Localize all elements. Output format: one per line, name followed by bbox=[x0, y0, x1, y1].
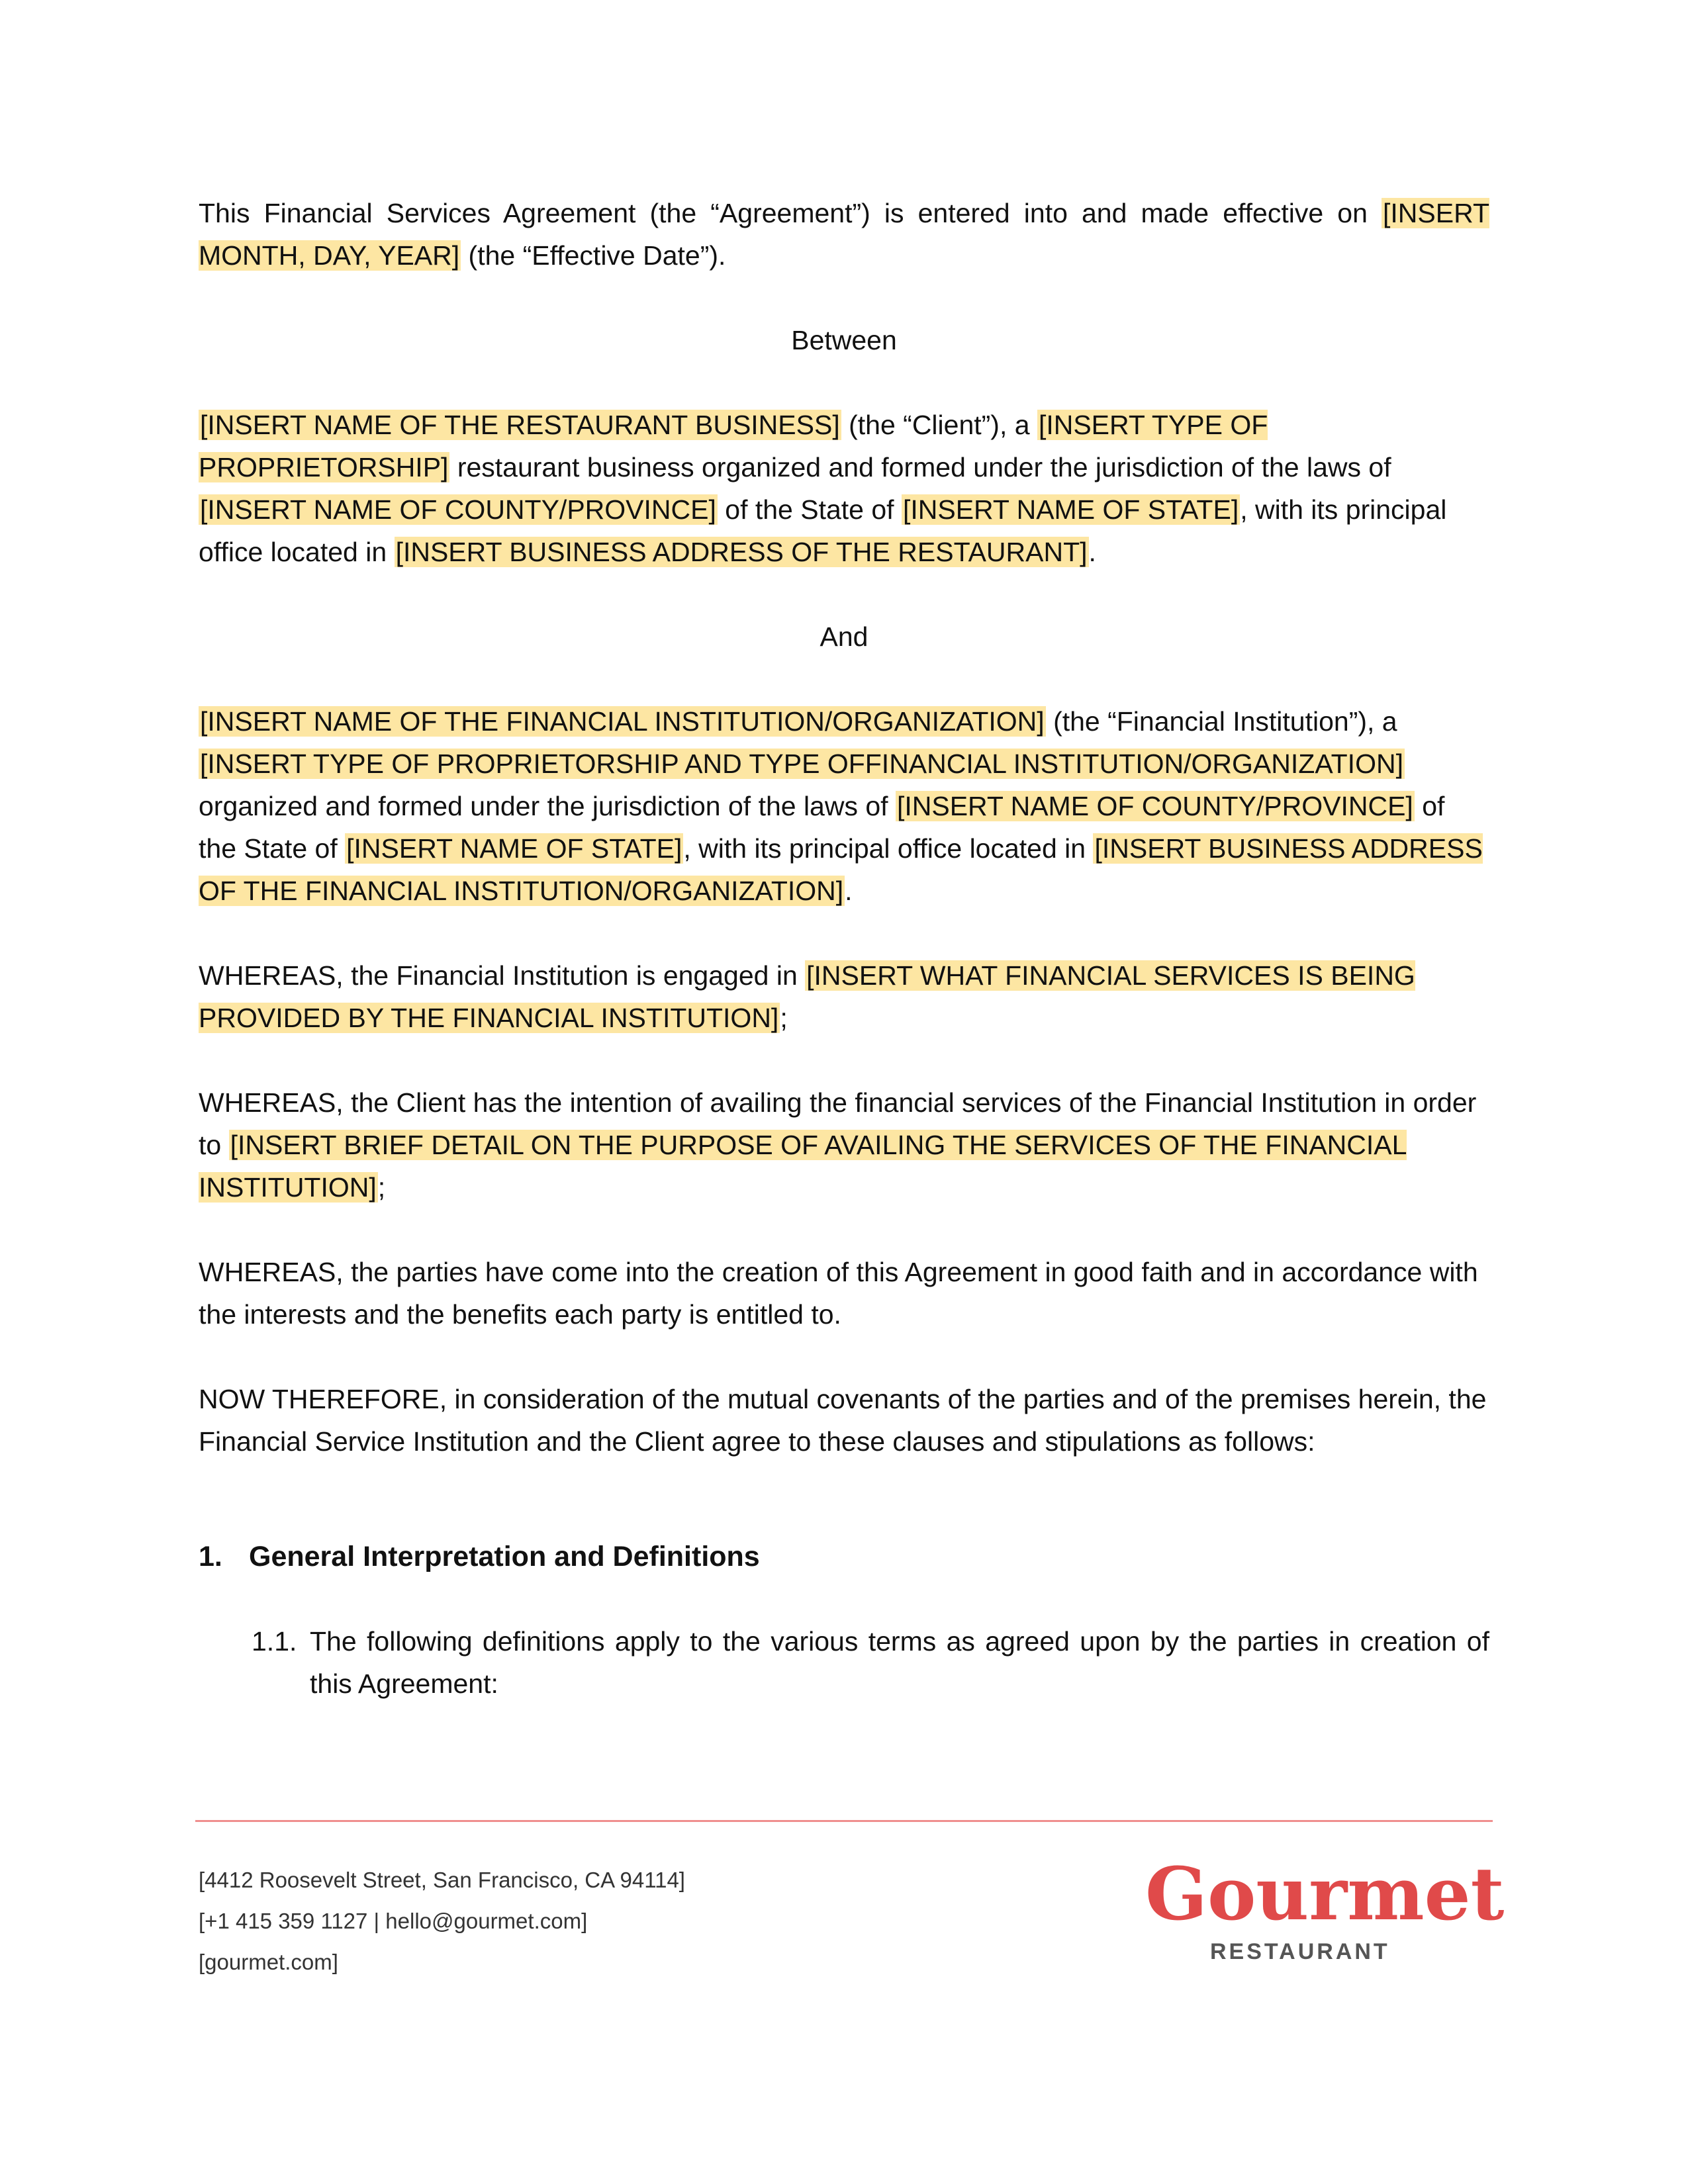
footer-address: [4412 Roosevelt Street, San Francisco, CA 94114] bbox=[199, 1868, 685, 1892]
footer-phone-email: [+1 415 359 1127 | hello@gourmet.com] bbox=[199, 1909, 588, 1933]
footer-contact-block bbox=[199, 1860, 685, 1983]
fi-text-d: , with its principal office located in bbox=[683, 833, 1094, 864]
footer-divider bbox=[195, 1820, 1493, 1822]
whereas-2-end: ; bbox=[377, 1172, 386, 1203]
placeholder-restaurant-name: [INSERT NAME OF THE RESTAURANT BUSINESS] bbox=[200, 410, 840, 440]
between-label: Between bbox=[791, 325, 897, 355]
section-1-heading bbox=[199, 1535, 1489, 1578]
client-text-c: of the State of bbox=[717, 494, 902, 525]
gourmet-logo bbox=[1139, 1851, 1505, 1972]
fi-text-a: (the “Financial Institution”), a bbox=[1045, 706, 1397, 737]
whereas-3-paragraph: WHEREAS, the parties have come into the creation of this Agreement in good faith and in accordance with the interests and the benefits each party is entitled to. bbox=[199, 1257, 1478, 1330]
placeholder-fi-type: [INSERT TYPE OF PROPRIETORSHIP AND TYPE OFFINANCIAL INSTITUTION/ORGANIZATION] bbox=[200, 749, 1403, 779]
section-1-number: 1. bbox=[199, 1541, 222, 1572]
placeholder-fi-county: [INSERT NAME OF COUNTY/PROVINCE] bbox=[896, 791, 1413, 821]
client-text-a: (the “Client”), a bbox=[841, 410, 1037, 440]
placeholder-state: [INSERT NAME OF STATE] bbox=[902, 494, 1239, 525]
placeholder-county: [INSERT NAME OF COUNTY/PROVINCE] bbox=[200, 494, 716, 525]
clause-1-1-text: The following definitions apply to the various terms as agreed upon by the parties in creation of this Agreement: bbox=[310, 1626, 1489, 1699]
footer-website: [gourmet.com] bbox=[199, 1950, 338, 1974]
whereas-2-paragraph bbox=[199, 1081, 1489, 1208]
client-text-d: , with its principal office located in bbox=[199, 494, 1447, 567]
whereas-2-text: WHEREAS, the Client has the intention of availing the financial services of the Financial Institution in order to bbox=[199, 1087, 1477, 1160]
placeholder-proprietorship-type: [INSERT TYPE OF PROPRIETORSHIP] bbox=[199, 410, 1268, 482]
client-party-paragraph bbox=[199, 404, 1489, 573]
whereas-1-text: WHEREAS, the Financial Institution is engaged in bbox=[199, 960, 806, 991]
placeholder-fi-name: [INSERT NAME OF THE FINANCIAL INSTITUTION/ORGANIZATION] bbox=[200, 706, 1045, 737]
placeholder-fi-address: [INSERT BUSINESS ADDRESS OF THE FINANCIAL INSTITUTION/ORGANIZATION] bbox=[199, 833, 1483, 906]
whereas-1-end: ; bbox=[780, 1003, 788, 1033]
client-text-e: . bbox=[1088, 537, 1096, 567]
placeholder-effective-date: [INSERT MONTH, DAY, YEAR] bbox=[199, 198, 1489, 271]
placeholder-fi-state: [INSERT NAME OF STATE] bbox=[346, 833, 682, 864]
client-text-b: restaurant business organized and formed under the jurisdiction of the laws of bbox=[449, 452, 1391, 482]
clause-1-1-number: 1.1. bbox=[252, 1626, 297, 1657]
section-1-title: General Interpretation and Definitions bbox=[249, 1541, 760, 1572]
placeholder-financial-services: [INSERT WHAT FINANCIAL SERVICES IS BEING PROVIDED BY THE FINANCIAL INSTITUTION] bbox=[199, 960, 1415, 1033]
fi-text-b: organized and formed under the jurisdiction of the laws of bbox=[199, 791, 896, 821]
fi-text-c: of the State of bbox=[199, 791, 1445, 864]
clause-1-1 bbox=[199, 1620, 1489, 1705]
logo-subtitle: RESTAURANT bbox=[1210, 1939, 1390, 1964]
intro-text: This Financial Services Agreement (the “Agreement”) is entered into and made effective on bbox=[199, 198, 1382, 228]
intro-paragraph bbox=[199, 192, 1489, 277]
placeholder-purpose: [INSERT BRIEF DETAIL ON THE PURPOSE OF AVAILING THE SERVICES OF THE FINANCIAL INSTITUTION] bbox=[199, 1130, 1407, 1203]
intro-text-end: (the “Effective Date”). bbox=[461, 240, 726, 271]
document-body bbox=[199, 192, 1489, 1705]
logo-wordmark: Gourmet bbox=[1145, 1851, 1505, 1936]
and-label: And bbox=[820, 621, 868, 652]
placeholder-restaurant-address: [INSERT BUSINESS ADDRESS OF THE RESTAURANT] bbox=[395, 537, 1088, 567]
whereas-1-paragraph bbox=[199, 954, 1489, 1039]
fi-party-paragraph bbox=[199, 700, 1489, 912]
fi-text-e: . bbox=[845, 876, 853, 906]
gourmet-logo-graphic bbox=[1139, 1851, 1505, 1972]
now-therefore-paragraph: NOW THEREFORE, in consideration of the mutual covenants of the parties and of the premises herein, the Financial Service Institution and the Client agree to these clauses and stipulations as follows: bbox=[199, 1384, 1487, 1457]
